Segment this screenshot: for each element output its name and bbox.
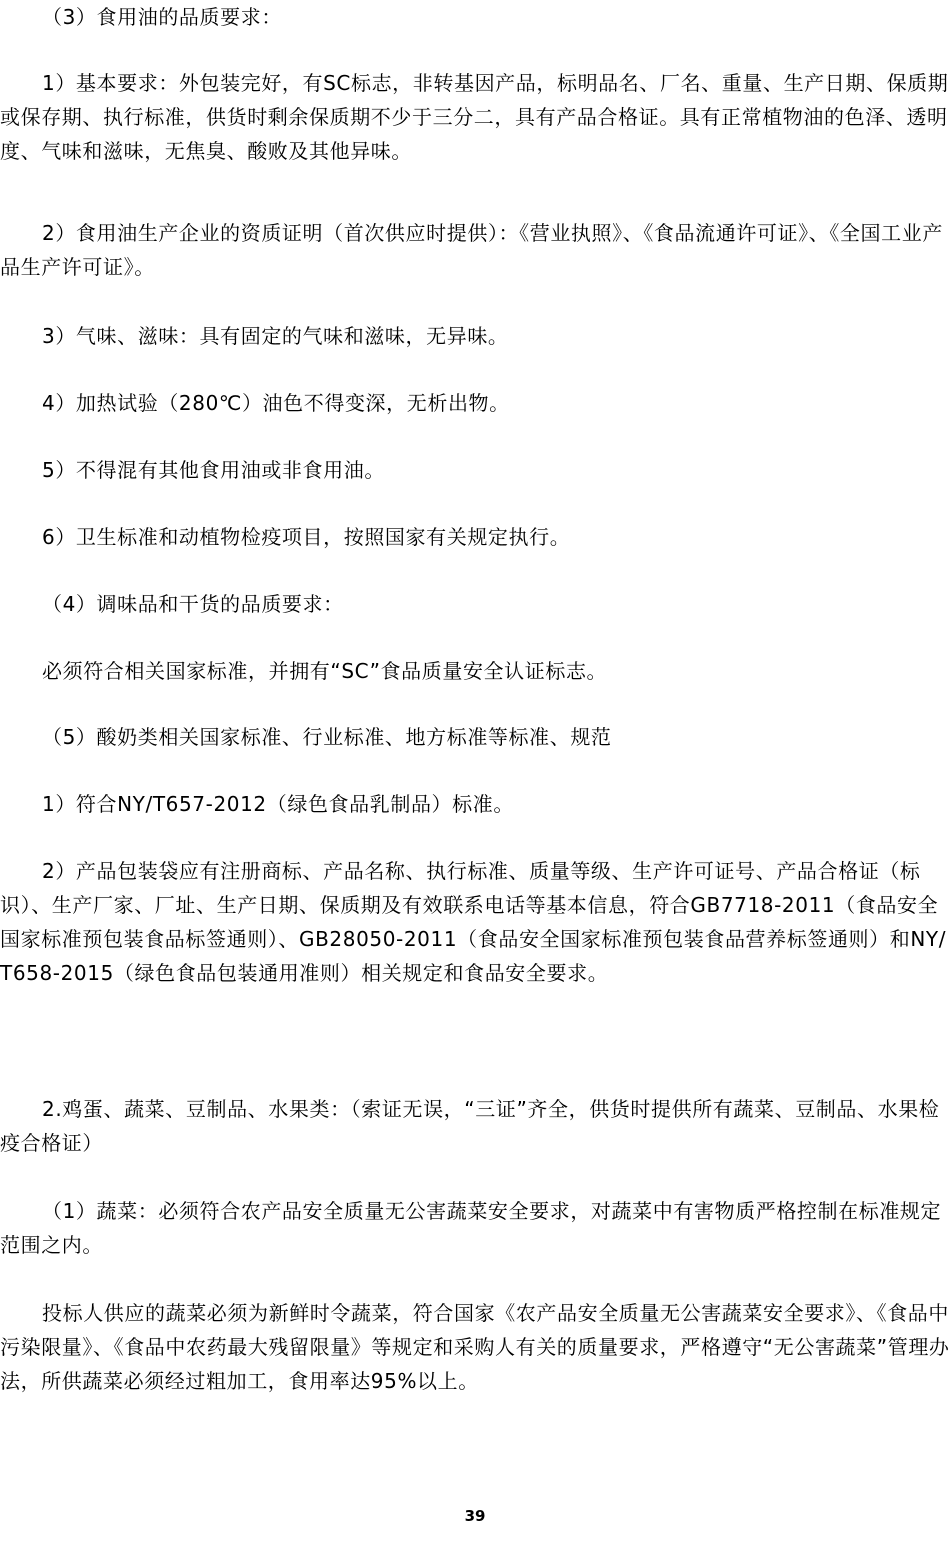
heading-yogurt-standards: （5）酸奶类相关国家标准、行业标准、地方标准等标准、规范 bbox=[42, 725, 612, 749]
paragraph-vegetables-requirements: （1）蔬菜：必须符合农产品安全质量无公害蔬菜安全要求，对蔬菜中有害物质严格控制在标准规定范围之内。 bbox=[0, 1199, 942, 1257]
paragraph-yogurt-packaging-requirements: 2）产品包装袋应有注册商标、产品名称、执行标准、质量等级、生产许可证号、产品合格证（标识）、生产厂家、厂址、生产日期、保质期及有效联系电话等基本信息，符合GB7718-2011（食品安全国家标准预包装食品标签通则）、GB28050-2011（食品安全国家标准预包装食品营养标签通则）和NY/T658-2015（绿色食品包装通用准则）相关规定和食品安全要求。 bbox=[0, 859, 947, 985]
paragraph-oil-heating-test: 4）加热试验（280℃）油色不得变深，无析出物。 bbox=[42, 391, 510, 415]
paragraph-oil-smell-taste: 3）气味、滋味：具有固定的气味和滋味，无异味。 bbox=[42, 324, 509, 348]
paragraph-seasoning-sc-certification: 必须符合相关国家标准，并拥有“SC”食品质量安全认证标志。 bbox=[42, 659, 608, 683]
heading-seasoning-dry-goods-quality: （4）调味品和干货的品质要求： bbox=[42, 592, 344, 616]
page-number: 39 bbox=[464, 1507, 486, 1525]
paragraph-vegetables-supply-requirements: 投标人供应的蔬菜必须为新鲜时令蔬菜，符合国家《农产品安全质量无公害蔬菜安全要求》、《食品中污染限量》、《食品中农药最大残留限量》等规定和采购人有关的质量要求，严格遵守“无公害蔬菜”管理办法，所供蔬菜必须经过粗加工，食用率达95%以上。 bbox=[0, 1301, 950, 1393]
paragraph-oil-producer-qualifications: 2）食用油生产企业的资质证明（首次供应时提供）：《营业执照》、《食品流通许可证》、《全国工业产品生产许可证》。 bbox=[0, 221, 943, 279]
heading-eggs-vegetables-tofu-fruits: 2.鸡蛋、蔬菜、豆制品、水果类：（索证无误，“三证”齐全，供货时提供所有蔬菜、豆制品、水果检疫合格证） bbox=[0, 1097, 940, 1155]
heading-edible-oil-quality: （3）食用油的品质要求： bbox=[42, 5, 282, 29]
paragraph-oil-no-mixing: 5）不得混有其他食用油或非食用油。 bbox=[42, 458, 385, 482]
paragraph-oil-basic-requirements: 1）基本要求：外包装完好，有SC标志，非转基因产品，标明品名、厂名、重量、生产日期、保质期或保存期、执行标准，供货时剩余保质期不少于三分二，具有产品合格证。具有正常植物油的色泽、透明度、气味和滋味，无焦臭、酸败及其他异味。 bbox=[0, 71, 949, 163]
paragraph-oil-hygiene-standards: 6）卫生标准和动植物检疫项目，按照国家有关规定执行。 bbox=[42, 525, 571, 549]
paragraph-yogurt-green-food-standard: 1）符合NY/T657-2012（绿色食品乳制品）标准。 bbox=[42, 792, 514, 816]
